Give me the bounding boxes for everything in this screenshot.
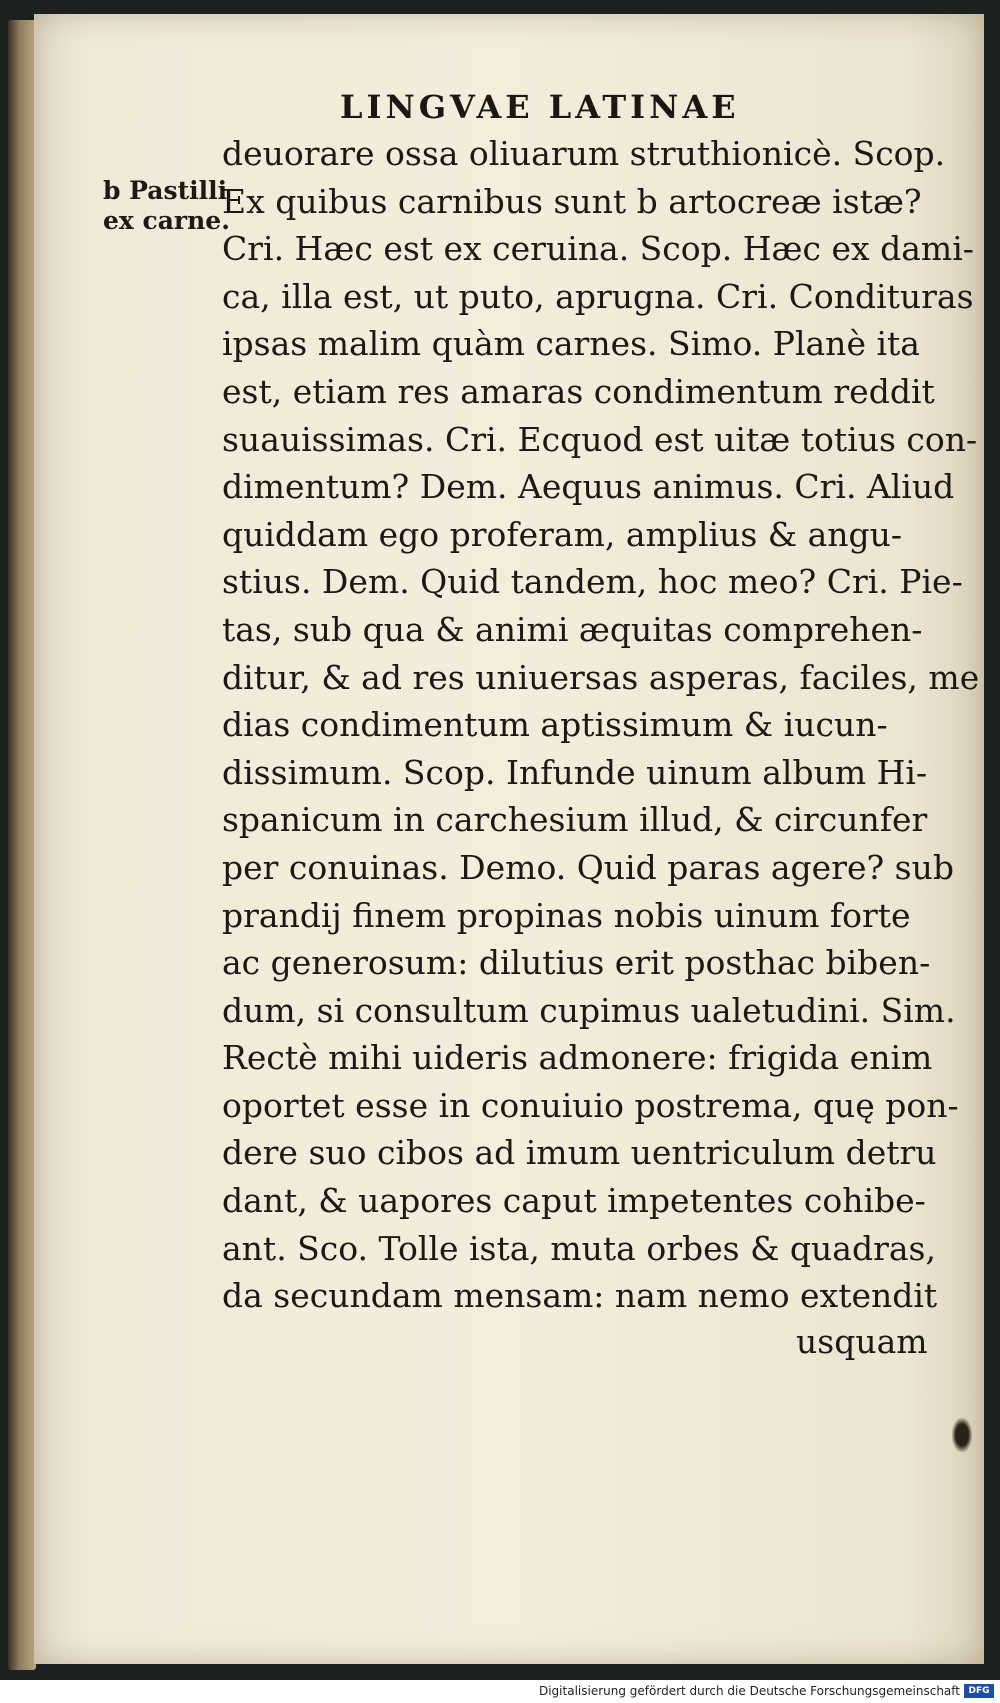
text-line: spanicum in carchesium illud, & circunfer	[222, 800, 928, 840]
text-line: Ex quibus carnibus sunt b artocreæ istæ?	[222, 181, 922, 221]
footer-credit: Digitalisierung gefördert durch die Deutsche Forschungsgemeinschaft	[538, 1684, 960, 1698]
text-line: ca, illa est, ut puto, aprugna. Cri. Condituras	[222, 276, 974, 316]
running-head: LINGVAE LATINAE	[340, 88, 740, 126]
text-line: ditur, & ad res uniuersas asperas, faciles, me	[222, 657, 980, 697]
text-line: Cri. Hæc est ex ceruina. Scop. Hæc ex dami-	[222, 229, 974, 269]
text-line: dant, & uapores caput impetentes cohibe-	[222, 1181, 926, 1221]
marginal-note-line: ex carne.	[103, 206, 230, 235]
text-line: ac generosum: dilutius erit posthac biben-	[222, 943, 931, 983]
text-line: suauissimas. Cri. Ecquod est uitæ totius con-	[222, 419, 978, 459]
text-line: dimentum? Dem. Aequus animus. Cri. Aliud	[222, 467, 955, 507]
text-line: Rectè mihi uideris admonere: frigida enim	[222, 1038, 933, 1078]
text-line: dere suo cibos ad imum uentriculum detru	[222, 1133, 937, 1173]
body-text	[222, 130, 980, 1320]
text-line: per conuinas. Demo. Quid paras agere? sub	[222, 847, 954, 887]
text-line: dissimum. Scop. Infunde uinum album Hi-	[222, 752, 928, 792]
text-line: est, etiam res amaras condimentum reddit	[222, 371, 935, 411]
text-line: ipsas malim quàm carnes. Simo. Planè ita	[222, 324, 920, 364]
book-edge	[8, 20, 36, 1670]
text-line: ant. Sco. Tolle ista, muta orbes & quadras,	[222, 1228, 936, 1268]
catchword: usquam	[796, 1322, 928, 1361]
text-line: da secundam mensam: nam nemo extendit	[222, 1276, 938, 1316]
text-line: deuorare ossa oliuarum struthionicè. Scop.	[222, 134, 946, 173]
text-line: stius. Dem. Quid tandem, hoc meo? Cri. Pie-	[222, 562, 963, 602]
text-line: dum, si consultum cupimus ualetudini. Sim.	[222, 990, 956, 1030]
marginal-note-line: b Pastilli	[103, 176, 228, 205]
dfg-logo: DFG	[964, 1684, 994, 1698]
text-line: oportet esse in conuiuio postrema, quę pon-	[222, 1085, 959, 1125]
text-line: quiddam ego proferam, amplius & angu-	[222, 514, 903, 554]
text-line: tas, sub qua & animi æquitas comprehen-	[222, 609, 923, 649]
ink-stain	[952, 1418, 972, 1452]
text-line: prandij finem propinas nobis uinum forte	[222, 895, 911, 935]
text-line: dias condimentum aptissimum & iucun-	[222, 705, 888, 745]
